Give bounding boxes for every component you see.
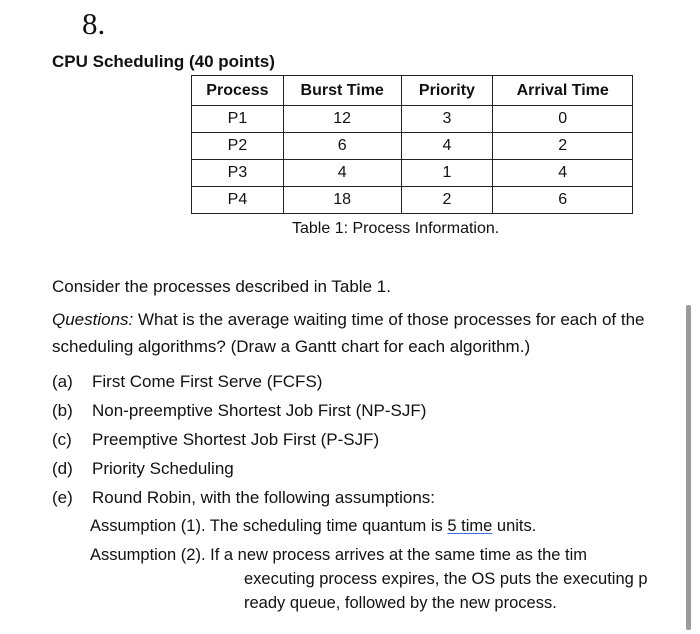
assumption-2-line-2: executing process expires, the OS puts the executing p <box>244 570 648 588</box>
item-letter: (d) <box>52 459 73 478</box>
vertical-scrollbar[interactable] <box>686 305 691 630</box>
item-letter: (e) <box>52 488 73 507</box>
question-number: 8. <box>82 6 106 41</box>
assumption-1 <box>90 517 536 536</box>
cell-priority: 3 <box>401 106 493 133</box>
table-row <box>192 160 633 187</box>
cell-burst-time: 12 <box>283 106 401 133</box>
table-row <box>192 133 633 160</box>
cell-burst-time: 6 <box>283 133 401 160</box>
cell-burst-time: 4 <box>283 160 401 187</box>
questions-line-1 <box>52 310 644 330</box>
cell-process: P1 <box>192 106 284 133</box>
process-table <box>191 75 633 214</box>
item-text: First Come First Serve (FCFS) <box>92 372 323 391</box>
questions-label: Questions: <box>52 310 134 329</box>
cell-process: P2 <box>192 133 284 160</box>
cell-priority: 1 <box>401 160 493 187</box>
header-burst-time: Burst Time <box>283 76 401 106</box>
table-row <box>192 106 633 133</box>
item-text: Preemptive Shortest Job First (P-SJF) <box>92 430 380 449</box>
cell-burst-time: 18 <box>283 187 401 214</box>
table-caption: Table 1: Process Information. <box>292 220 500 237</box>
item-letter: (a) <box>52 372 73 391</box>
cell-priority: 2 <box>401 187 493 214</box>
item-letter: (c) <box>52 430 72 449</box>
assumption-1-highlight: 5 time <box>447 517 493 535</box>
cell-priority: 4 <box>401 133 493 160</box>
header-process: Process <box>192 76 284 106</box>
assumption-1-prefix: Assumption (1). The scheduling time quantum is <box>90 517 448 535</box>
item-text: Non-preemptive Shortest Job First (NP-SJF) <box>92 401 427 420</box>
table-row <box>192 187 633 214</box>
cell-arrival-time: 6 <box>493 187 633 214</box>
header-arrival-time: Arrival Time <box>493 76 633 106</box>
item-text: Priority Scheduling <box>92 459 234 478</box>
item-letter: (b) <box>52 401 73 420</box>
item-text: Round Robin, with the following assumptions: <box>92 488 436 507</box>
cell-process: P4 <box>192 187 284 214</box>
assumption-1-suffix: units. <box>492 517 537 535</box>
cell-arrival-time: 4 <box>493 160 633 187</box>
questions-line-2: scheduling algorithms? (Draw a Gantt chart for each algorithm.) <box>52 337 531 356</box>
assumption-2-line-3: ready queue, followed by the new process. <box>244 594 557 612</box>
section-title: CPU Scheduling (40 points) <box>52 52 275 71</box>
assumption-2-line-1: Assumption (2). If a new process arrives at the same time as the tim <box>90 546 588 564</box>
cell-arrival-time: 2 <box>493 133 633 160</box>
consider-text: Consider the processes described in Table 1. <box>52 277 391 296</box>
table-header-row <box>192 76 633 106</box>
header-priority: Priority <box>401 76 493 106</box>
cell-process: P3 <box>192 160 284 187</box>
cell-arrival-time: 0 <box>493 106 633 133</box>
questions-text-1: What is the average waiting time of those processes for each of the <box>133 310 645 329</box>
